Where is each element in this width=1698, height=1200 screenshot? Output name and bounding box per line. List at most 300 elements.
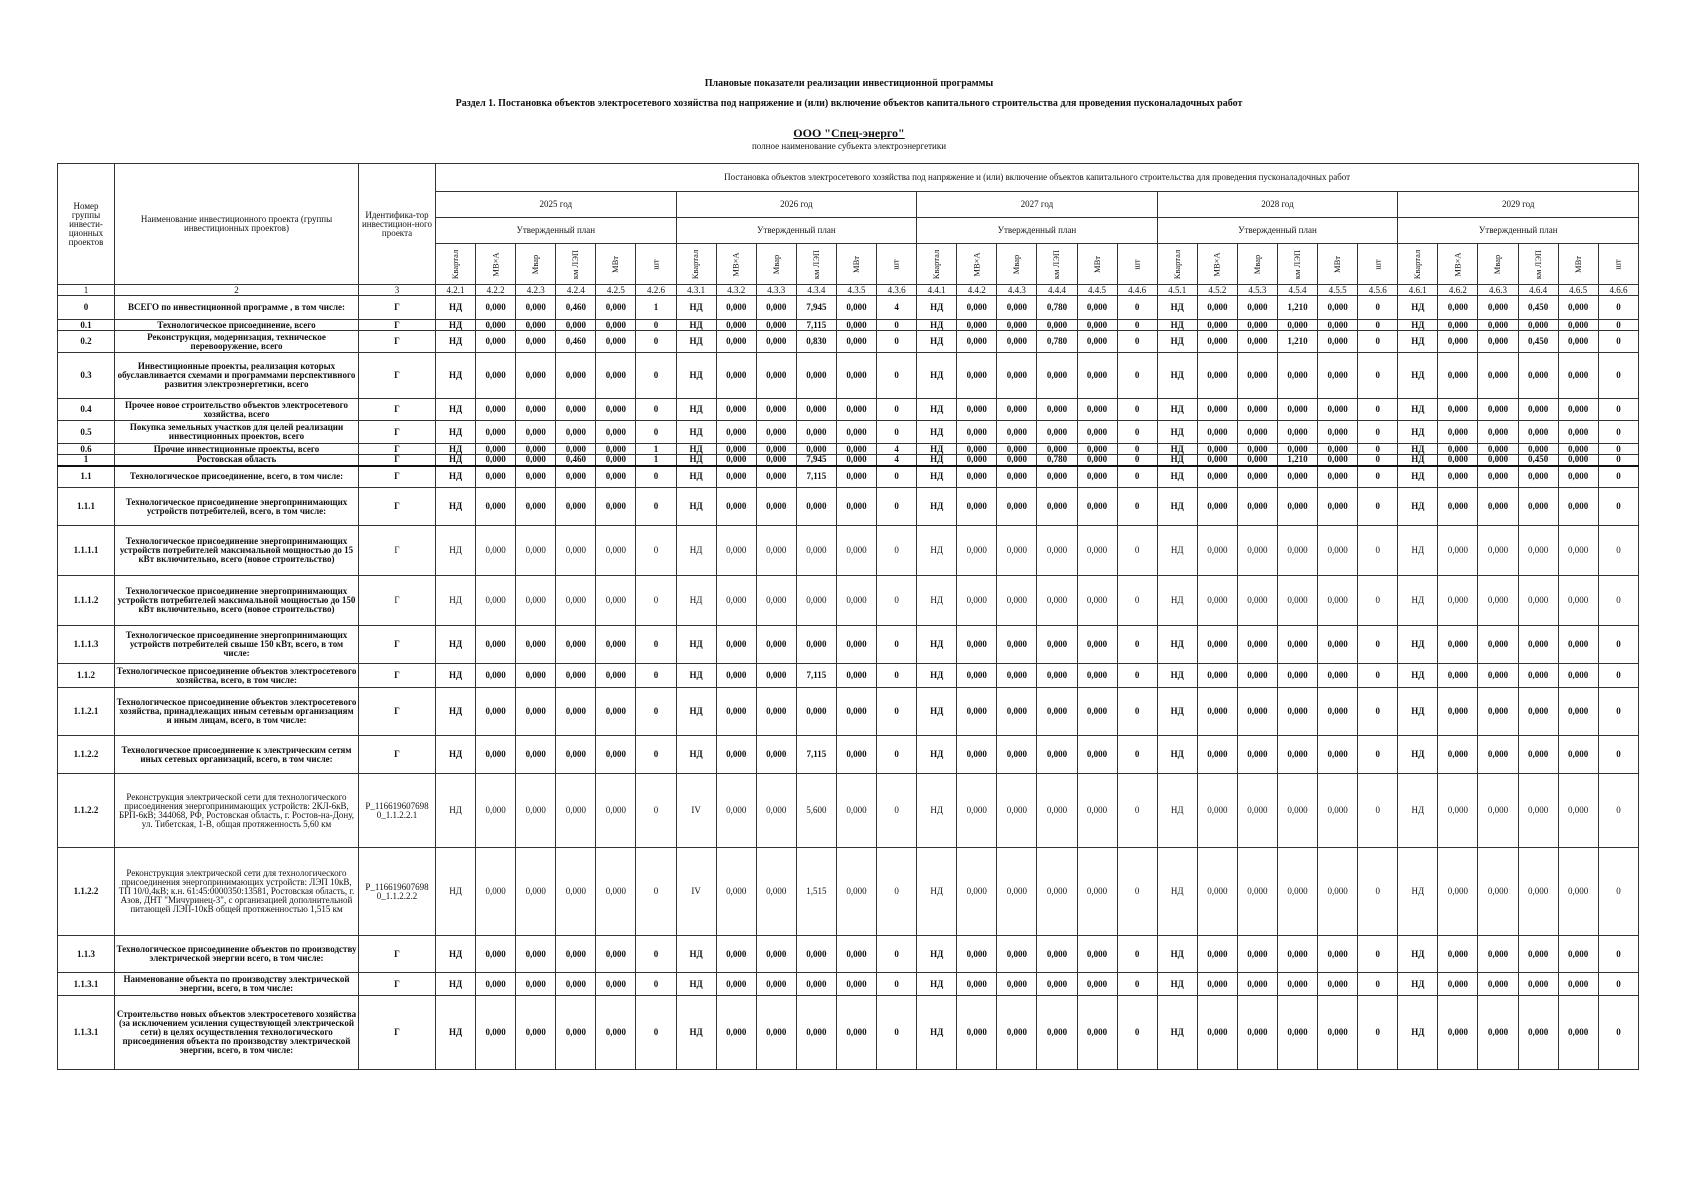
row-value: 0,000 [1518,774,1558,848]
row-value: 0,000 [476,848,516,936]
row-value: 0,000 [596,664,636,688]
row-value: НД [1157,488,1197,526]
row-value: 0 [1117,848,1157,936]
row-value: 0 [636,626,676,664]
row-value: 0,000 [1558,421,1598,444]
row-value: 0,000 [516,466,556,488]
row-value: 0,000 [1237,399,1277,421]
row-value: НД [436,353,476,399]
row-value: 0,000 [836,576,876,626]
column-index: 4.4.4 [1037,285,1077,296]
row-value: 0,000 [1077,774,1117,848]
row-value: 0,000 [476,455,516,466]
row-value: НД [1398,466,1438,488]
row-value: 0,000 [1237,688,1277,736]
row-value: 0,000 [1037,399,1077,421]
row-value: 0,000 [1478,331,1518,353]
row-value: 0,000 [1237,996,1277,1070]
row-value: 0,000 [1558,455,1598,466]
row-value: НД [1398,488,1438,526]
row-value: 0,000 [1197,353,1237,399]
row-value: 0,000 [516,576,556,626]
header-unit-label: Квартал [690,249,701,279]
row-value: 0 [877,996,917,1070]
row-value: НД [676,736,716,774]
row-value: 0,000 [556,774,596,848]
row-value: 0,000 [1077,996,1117,1070]
row-value: НД [676,996,716,1070]
header-unit-label: МВт [1572,255,1583,273]
column-index: 4.5.3 [1237,285,1277,296]
column-index: 4.4.3 [997,285,1037,296]
row-value: 0 [1117,455,1157,466]
row-value: 0,000 [1037,421,1077,444]
row-value: 0,000 [516,848,556,936]
row-value: 0,000 [1438,576,1478,626]
row-value: 0,000 [1037,688,1077,736]
row-value: 0,000 [1318,626,1358,664]
row-value: 0,000 [1558,444,1598,455]
row-value: 0,000 [1518,466,1558,488]
row-value: 0,000 [1077,936,1117,973]
row-value: 0,000 [836,455,876,466]
row-value: 0,000 [1318,444,1358,455]
header-year: 2025 год [436,192,677,218]
row-value: 0,000 [1197,320,1237,331]
row-value: 0,000 [836,848,876,936]
header-unit [917,244,957,285]
row-value: 0,000 [1237,320,1277,331]
row-value: НД [1398,664,1438,688]
row-value: 0,000 [1077,688,1117,736]
header-unit-label: МВт [610,255,621,273]
row-number: 0.2 [58,331,115,353]
row-project-name: Ростовская область [115,455,359,466]
row-value: 0,000 [1077,296,1117,320]
header-group-number: Номер группы инвести-ционных проектов [58,164,115,285]
row-value: 0,000 [596,353,636,399]
row-value: 0,000 [596,688,636,736]
row-value: 7,945 [796,296,836,320]
row-value: НД [436,688,476,736]
row-value: 0,000 [1318,455,1358,466]
row-value: 0 [636,466,676,488]
row-value: 0,000 [476,526,516,576]
row-value: 0,000 [716,848,756,936]
row-number: 1.1 [58,466,115,488]
row-value: 0 [636,421,676,444]
row-value: 0,000 [1197,526,1237,576]
row-value: 0,000 [596,455,636,466]
row-value: 0 [1117,626,1157,664]
row-value: 0 [877,488,917,526]
row-value: 1,515 [796,848,836,936]
row-value: 0,000 [1037,774,1077,848]
row-value: НД [436,848,476,936]
row-value: 0,000 [1518,576,1558,626]
row-value: 0,000 [1277,444,1317,455]
row-value: НД [436,455,476,466]
row-value: 0,000 [1558,736,1598,774]
row-value: 0,000 [556,626,596,664]
header-unit-label: км ЛЭП [810,249,821,279]
header-unit-label: МВт [1332,255,1343,273]
row-value: 0,000 [516,320,556,331]
column-index: 4.6.2 [1438,285,1478,296]
row-value: 0,000 [516,973,556,996]
row-project-id: Г [359,626,436,664]
row-value: 0,000 [1318,576,1358,626]
row-value: 0,000 [756,296,796,320]
row-project-name: Технологическое присоединение, всего, в том числе: [115,466,359,488]
row-value: 0,000 [716,320,756,331]
row-value: 0,000 [796,399,836,421]
header-unit-label: шт [1131,258,1142,270]
row-value: 0,000 [796,488,836,526]
row-value: 0,000 [997,455,1037,466]
row-value: НД [1157,736,1197,774]
header-unit [1398,244,1438,285]
header-unit-label: км ЛЭП [1532,249,1543,279]
row-value: 0,000 [1318,848,1358,936]
header-unit [1558,244,1598,285]
row-value: 0,000 [1478,526,1518,576]
row-value: 0 [1598,848,1638,936]
header-unit [596,244,636,285]
row-value: 0 [636,973,676,996]
row-value: НД [1398,774,1438,848]
row-value: 0,000 [796,996,836,1070]
row-value: НД [676,936,716,973]
header-unit [636,244,676,285]
row-value: НД [917,455,957,466]
row-value: 0,000 [1438,526,1478,576]
row-value: НД [917,353,957,399]
row-value: 0,000 [836,296,876,320]
row-value: НД [1398,996,1438,1070]
row-value: 0 [1358,848,1398,936]
header-unit [957,244,997,285]
row-value: 0,000 [556,444,596,455]
row-value: 0,000 [1558,626,1598,664]
row-value: 0,000 [1277,664,1317,688]
header-unit [997,244,1037,285]
row-value: 0,000 [1438,353,1478,399]
row-value: 0,000 [1037,848,1077,936]
table-row [58,320,1639,331]
row-value: 0,000 [1077,664,1117,688]
row-value: 0,000 [1478,576,1518,626]
row-value: 0,000 [1518,488,1558,526]
header-approved-plan: Утвержденный план [1157,218,1398,244]
row-value: 0 [1117,331,1157,353]
row-value: НД [1398,848,1438,936]
column-index: 3 [359,285,436,296]
row-value: 7,115 [796,736,836,774]
row-value: НД [436,320,476,331]
row-value: 0 [1358,576,1398,626]
row-value: 0,460 [556,331,596,353]
row-value: 0,000 [796,353,836,399]
column-index: 4.6.1 [1398,285,1438,296]
row-value: 0,000 [1237,331,1277,353]
row-value: НД [436,444,476,455]
row-value: 0,000 [596,736,636,774]
row-value: 0,000 [1318,296,1358,320]
row-value: 0,000 [997,848,1037,936]
row-value: 0 [1117,688,1157,736]
row-value: 0,000 [1037,488,1077,526]
row-value: НД [1398,526,1438,576]
row-value: 0 [636,399,676,421]
row-project-name: Технологическое присоединение объектов электросетевого хозяйства, всего, в том числе: [115,664,359,688]
column-index: 4.3.6 [877,285,917,296]
column-index: 4.4.1 [917,285,957,296]
row-value: 0,000 [1558,774,1598,848]
row-value: НД [1157,296,1197,320]
row-value: 0,000 [516,353,556,399]
row-number: 1.1.3.1 [58,973,115,996]
column-index: 4.2.3 [516,285,556,296]
header-unit [1478,244,1518,285]
row-value: 0 [636,488,676,526]
row-value: 0,000 [1438,848,1478,936]
header-project-name: Наименование инвестиционного проекта (группы инвестиционных проектов) [115,164,359,285]
row-value: 0,000 [1318,973,1358,996]
row-project-id: P_116619607698 0_1.1.2.2.2 [359,848,436,936]
row-value: 0,000 [1237,576,1277,626]
row-value: 0,000 [836,399,876,421]
row-value: НД [917,688,957,736]
row-value: НД [917,626,957,664]
column-index: 4.5.5 [1318,285,1358,296]
row-value: 0,000 [1237,353,1277,399]
row-value: 0 [1117,399,1157,421]
row-value: 0,000 [1277,466,1317,488]
row-value: 0,000 [1558,466,1598,488]
header-unit-label: Квартал [450,249,461,279]
row-value: НД [917,421,957,444]
row-value: 0,000 [1237,296,1277,320]
row-value: 0,000 [556,848,596,936]
row-value: 0,000 [1277,399,1317,421]
row-value: 4 [877,296,917,320]
row-value: 0,000 [1318,526,1358,576]
row-value: 0,000 [596,973,636,996]
header-unit [836,244,876,285]
row-value: 0 [1598,353,1638,399]
header-approved-plan: Утвержденный план [436,218,677,244]
row-value: 0,000 [756,526,796,576]
row-value: 0,000 [1197,626,1237,664]
row-value: 0,000 [476,399,516,421]
row-value: НД [676,664,716,688]
row-value: 0,000 [1037,466,1077,488]
header-unit [476,244,516,285]
row-value: 0,000 [957,688,997,736]
row-project-name: Технологическое присоединение энергопринимающих устройств потребителей максимальной мощностью до 15 кВт включительно, всего (новое строительство) [115,526,359,576]
row-value: 0,000 [1237,973,1277,996]
row-value: 0,000 [716,626,756,664]
row-value: 0,000 [1558,848,1598,936]
row-value: НД [676,399,716,421]
row-value: 0,000 [1197,996,1237,1070]
row-value: 0,000 [556,576,596,626]
row-value: 0,000 [756,626,796,664]
row-value: 0,000 [716,996,756,1070]
row-value: 0,000 [836,444,876,455]
row-value: НД [917,488,957,526]
row-value: 0,000 [1518,626,1558,664]
row-value: 0,000 [1478,996,1518,1070]
row-value: 0,000 [516,526,556,576]
row-number: 0.4 [58,399,115,421]
row-value: 0,000 [1518,664,1558,688]
row-value: 0,000 [716,296,756,320]
row-value: 0,000 [1438,421,1478,444]
row-value: 0 [636,331,676,353]
row-value: 0,000 [1237,936,1277,973]
row-value: 0,450 [1518,331,1558,353]
row-value: 0,000 [1237,421,1277,444]
row-value: 7,945 [796,455,836,466]
table-row [58,936,1639,973]
row-value: 0 [1117,421,1157,444]
row-value: 0,000 [997,688,1037,736]
organization-caption: полное наименование субъекта электроэнергетики [751,141,947,151]
row-value: 0 [1598,774,1638,848]
row-value: 0,000 [1438,320,1478,331]
row-value: НД [436,421,476,444]
row-value: 0,000 [836,526,876,576]
row-value: 0,000 [1037,576,1077,626]
row-number: 1.1.2.2 [58,848,115,936]
row-value: 0,000 [756,973,796,996]
row-value: 0,000 [716,399,756,421]
table-row [58,736,1639,774]
table-row [58,664,1639,688]
row-project-id: Г [359,736,436,774]
row-value: 0,000 [556,421,596,444]
row-value: 0,000 [836,488,876,526]
report-title: Плановые показатели реализации инвестиционной программы [704,78,994,89]
row-project-id: Г [359,320,436,331]
row-value: 0,000 [1077,526,1117,576]
row-value: 0 [1598,399,1638,421]
row-value: 0,000 [476,320,516,331]
header-year: 2029 год [1398,192,1639,218]
row-value: 0,000 [997,626,1037,664]
row-project-name: Технологическое присоединение к электрическим сетям иных сетевых организаций, всего, в том числе: [115,736,359,774]
row-value: 0,450 [1518,296,1558,320]
row-value: НД [1157,688,1197,736]
row-value: 0,000 [957,353,997,399]
row-value: 0 [636,526,676,576]
row-value: 0,000 [1318,664,1358,688]
row-value: 0 [1598,466,1638,488]
row-value: 0,000 [1478,399,1518,421]
row-project-name: Технологическое присоединение энергопринимающих устройств потребителей максимальной мощностью до 150 кВт включительно, всего (новое строительство) [115,576,359,626]
row-project-name: Технологическое присоединение энергопринимающих устройств потребителей свыше 150 кВт, всего, в том числе: [115,626,359,664]
row-value: 0,000 [716,936,756,973]
row-number: 0.6 [58,444,115,455]
row-project-name: Прочие инвестиционные проекты, всего [115,444,359,455]
row-value: 0,000 [756,936,796,973]
header-unit [1358,244,1398,285]
row-number: 0.1 [58,320,115,331]
row-project-name: Технологическое присоединение объектов по производству электрической энергии всего, в том числе: [115,936,359,973]
row-value: 0 [1117,526,1157,576]
row-value: 0 [877,353,917,399]
row-value: 7,115 [796,320,836,331]
row-value: 0,000 [596,526,636,576]
row-value: 0,000 [516,488,556,526]
row-value: 0,000 [756,688,796,736]
row-value: 0,780 [1037,455,1077,466]
row-value: 0,000 [836,421,876,444]
row-value: 0 [636,353,676,399]
row-value: 0,000 [1197,421,1237,444]
row-value: 0,000 [1438,466,1478,488]
row-project-id: Г [359,488,436,526]
row-number: 1.1.2.1 [58,688,115,736]
row-value: 0,000 [1438,774,1478,848]
row-value: НД [436,488,476,526]
row-value: 0,000 [1518,421,1558,444]
row-value: 0,000 [1478,466,1518,488]
header-unit [1438,244,1478,285]
row-value: 0 [636,688,676,736]
row-project-name: Инвестиционные проекты, реализация которых обуславливается схемами и программами перспективного развития электроэнергетики, всего [115,353,359,399]
row-value: 0,000 [997,774,1037,848]
row-value: 0,000 [1037,996,1077,1070]
row-value: 0,000 [796,688,836,736]
row-value: 0 [1117,736,1157,774]
row-value: 0 [877,466,917,488]
row-value: 0,000 [1037,973,1077,996]
row-value: 0,000 [716,466,756,488]
row-value: 0 [1598,996,1638,1070]
row-value: 0,000 [957,296,997,320]
header-unit-label: км ЛЭП [570,249,581,279]
row-value: 1,210 [1277,331,1317,353]
row-value: 0,000 [796,526,836,576]
row-value: 0,000 [997,466,1037,488]
row-value: 0,000 [1077,455,1117,466]
row-project-name: ВСЕГО по инвестиционной программе , в том числе: [115,296,359,320]
column-index: 4.6.4 [1518,285,1558,296]
table-row [58,626,1639,664]
row-value: 0,000 [556,664,596,688]
row-value: 0 [1117,936,1157,973]
row-value: 0,000 [756,399,796,421]
row-value: 0,000 [756,331,796,353]
row-project-id: Г [359,973,436,996]
row-number: 1.1.2 [58,664,115,688]
row-value: 0,000 [1318,996,1358,1070]
row-value: 0,000 [756,466,796,488]
row-value: НД [436,331,476,353]
row-value: 0,000 [516,444,556,455]
row-value: 0 [1117,353,1157,399]
row-value: 0 [636,736,676,774]
row-value: НД [1157,848,1197,936]
row-value: 0 [1598,296,1638,320]
row-value: 4 [877,444,917,455]
row-value: 0,000 [1558,488,1598,526]
row-value: 0,000 [1197,936,1237,973]
row-value: 0,000 [516,331,556,353]
